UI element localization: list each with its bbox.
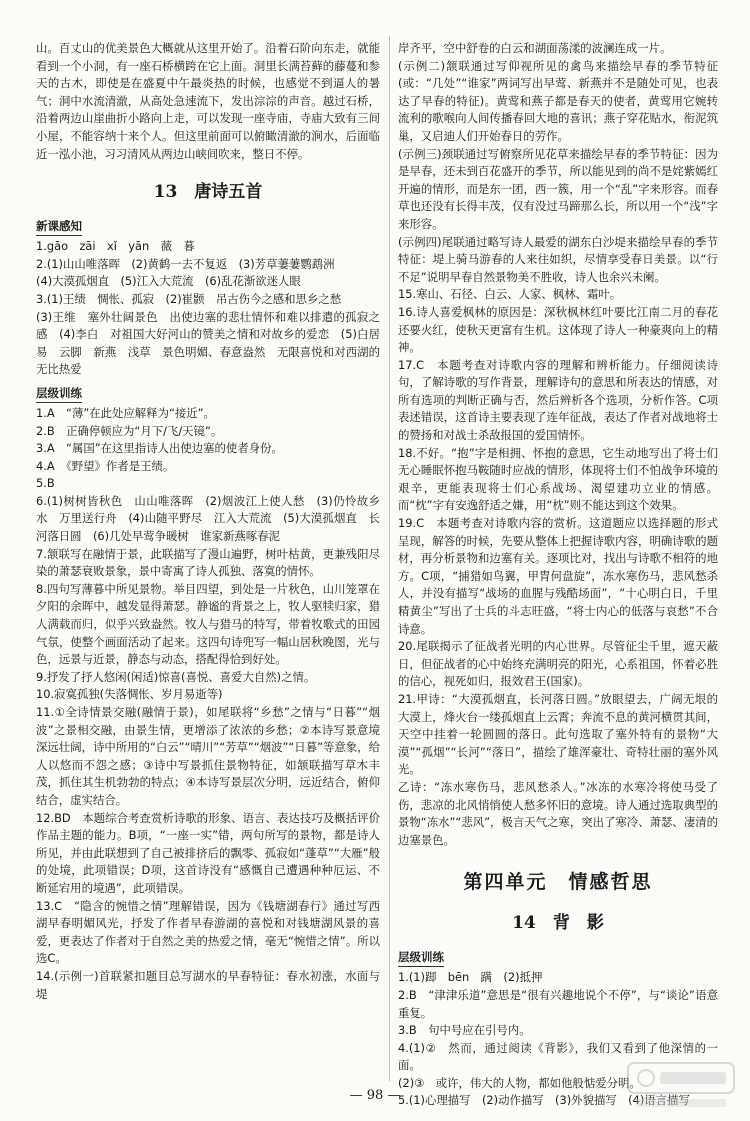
answer-item: 2.B “津津乐道”意思是“很有兴趣地说个不停”，与“谈论”语意重复。 <box>398 987 718 1020</box>
new-item: (3)王维 塞外壮阔景色 出使边塞的悲壮情怀和难以排遣的孤寂之感 (4)李白 对祖国大好河山的赞美之情和对故乡的爱恋 (5)白居易 云脚 新燕 浅草 景色明媚、春意盎然 无限喜悦和对西湖的无比热爱 <box>36 309 380 377</box>
answer-item: 乙诗：“冻水寒伤马，悲风愁杀人。”冰冻的水寒冷将使马受了伤，悲凉的北风悄悄使人愁多怀旧的意境。诗人通过选取典型的景物“冻水”“悲风”，极言天气之寒，突出了寒冷、萧瑟、凄清的边塞景色。 <box>398 779 718 847</box>
answer-item: 17.C 本题考查对诗歌内容的理解和辨析能力。仔细阅读诗句，了解诗歌的写作背景，理解诗句的意思和所表达的情感，对所有选项的判断正确与否，然后辨析各个选项，分析作答。C项表述错误，这首诗主要表现了连年征战，表达了作者对战地将士的赞扬和对战士杀敌报国的爱国情怀。 <box>398 357 718 443</box>
intro-paragraph: 山。百丈山的优美景色大概就从这里开始了。沿着石阶向东走，就能看到一个小洞，有一座石桥横跨在它上面。洞里长满苔藓的藤蔓和参天的古木，即使是在盛夏中午最炎热的时候，也感觉不到逼人的暑气；洞中水流清澈，从高处急速流下，发出淙淙的声音。越过石桥，沿着两边山崖曲折小路向上走，可以发现一座寺庙，寺庙大致有三间小屋，不能容纳十来个人。但这里前面可以俯瞰清澈的涧水，后面临近一泓小池，习习清风从两边山峡间吹来，整日不停。 <box>36 41 380 161</box>
answer-item: 19.C 本题考查对诗歌内容的赏析。这道题应以选择题的形式呈现，解答的时候，先要从整体上把握诗歌内容，明确诗歌的题材，再分析景物和边塞有关。逐项比对，找出与诗歌不相符的地方。C项，“捕猎如鸟翼，甲胄何盘旋”，冻水寒伤马，悲风愁杀人，并没有描写“战场的血腥与残酷场面”，“十心明白日，千里精黄尘”写出了士兵的斗志旺盛，“将士内心的低落与哀愁”不合诗意。 <box>398 516 718 636</box>
answer-item: 15.寒山、石径、白云、人家、枫林、霜叶。 <box>398 287 622 302</box>
section-new-label: 新课感知 <box>36 218 82 236</box>
answer-item: 1.A “薄”在此处应解释为“接近”。 <box>36 405 215 420</box>
new-item: (4)大漠孤烟直 (5)江入大荒流 (6)乱花渐欲迷人眼 <box>36 274 301 289</box>
answer-item: 5.(1)心理描写 (2)动作描写 (3)外貌描写 (4)语言描写 <box>398 1093 690 1108</box>
answer-item: 12.BD 本题综合考查赏析诗歌的形象、语言、表达技巧及概括评价作品主题的能力。B项，“一座一实”错，两句所写的景物，都是诗人所见，并由此联想到了自己被排挤后的飘零、孤寂如“蓬草”“大雁”般的处境，此项错误；D项，这首诗没有“感慨自己遭遇种种厄运、不断延宕用的境遇”，此项错误。 <box>36 810 380 895</box>
answer-item: 4.A 《野望》作者是王绩。 <box>36 458 175 473</box>
answer-item: 20.尾联揭示了征战者光明的内心世界。尽管征尘千里，遮天蔽日，但征战者的心中始终充满明亮的阳光，心系祖国，怀着必胜的信心，视死如归，报效君王(国家)。 <box>398 639 718 689</box>
answer-item: (示例四)尾联通过略写诗人最爱的湖东白沙堤来描绘早春的季节特征：堤上骑马游春的人来往如织，尽情享受春日美景。以“行不足”说明早春自然景物美不胜收，诗人也余兴未阑。 <box>398 234 718 284</box>
answer-item: 3.B 句中号应在引号内。 <box>398 1023 531 1038</box>
answer-item: (示例二)颔联通过写仰视所见的禽鸟来描绘早春的季节特征(或：“几处”“谁家”两词写出早莺、新燕并不是随处可见，也表达了早春的特征)。黄莺和燕子都是春天的使者，黄莺用它婉转流利的歌喉向人间传播春回大地的喜讯；燕子穿花贴水，衔泥筑巢，又启迪人们开始春日的劳作。 <box>398 58 718 143</box>
left-column <box>36 40 380 1003</box>
lesson-14-title: 14 背 影 <box>512 913 604 934</box>
answer-item: 7.颔联写在融情于景，此联描写了漫山遍野，树叶枯黄，更兼残阳尽染的萧瑟衰败景象，景中寄寓了诗人孤独、落寞的情怀。 <box>36 546 380 579</box>
section-layer-label: 层级训练 <box>36 385 82 403</box>
answer-item: 4.(1)② 然而，通过阅读《背影》，我们又看到了他深情的一面。 <box>398 1040 718 1073</box>
answer-item: 3.A “属国”在这里指诗人出使边塞的使者身份。 <box>36 441 283 456</box>
answer-item: (2)③ 或许，伟大的人物，都如他般惦爱分明。 <box>398 1075 641 1090</box>
section-layer-label: 层级训练 <box>398 949 444 967</box>
answer-item: 1.(1)踋 bēn 蹒 (2)抵押 <box>398 970 543 985</box>
page-number: — 98 — <box>349 1088 401 1103</box>
lesson-13-title: 13 唐诗五首 <box>153 182 263 203</box>
answer-item: 8.四句写薄暮中所见景物。举目四望，到处是一片秋色，山川笼罩在夕阳的余晖中，越发显得萧瑟。静谧的背景之上，牧人驱犊归家，猎人满载而归，似乎兴致盎然。牧人与猎马的特写，带着牧歌式的田园气氛，使整个画面活动了起来。这四句诗兜写一幅山居秋晚图，光与色，远景与近景，静态与动态，搭配得恰到好处。 <box>36 581 380 667</box>
watermark-logo <box>626 1061 736 1111</box>
answer-item: 6.(1)树树皆秋色 山山唯落晖 (2)烟波江上使人愁 (3)仍怜故乡水 万里送行舟 (4)山随平野尽 江入大荒流 (5)大漠孤烟直 长河落日圆 (6)几处早莺争暖树 谁家新燕啄春泥 <box>36 493 380 544</box>
answer-item: 21.甲诗：“大漠孤烟直，长河落日圆。”放眼望去，广阔无垠的大漠上，烽火台一缕孤烟直上云霄；奔流不息的黄河横贯其间，天空中挂着一轮圆圆的落日。此句选取了塞外特有的景物“大漠”“孤烟”“长河”“落日”，描绘了雄浑豪壮、奇特壮丽的塞外风光。 <box>398 691 718 777</box>
answer-item: 18.不好。“抱”字是相拥、怀抱的意思，它生动地写出了将士们无心睡眠怀抱马鞍随时应战的情形，体现将士们不怕战争环境的艰辛，更能表现将士们心系战场、渴望建功立业的情感。而“枕”字有安逸舒适之嫌，用“枕”则不能达到这个效果。 <box>398 445 718 513</box>
answer-item: 16.诗人喜爱枫林的原因是：深秋枫林红叶要比江南二月的春花还要火红，使秋天更富有生机。这体现了诗人一种豪爽向上的精神。 <box>398 304 718 355</box>
new-item: 3.(1)王绩 惆怅、孤寂 (2)崔颢 吊古伤今之感和思乡之愁 <box>36 291 342 306</box>
answer-item: 10.寂寞孤独(失落惆怅、岁月易逝等) <box>36 687 223 702</box>
new-item: 1.gāo zāi xǐ yān 薇 暮 <box>36 239 195 254</box>
column-divider <box>389 36 390 1081</box>
answer-item: 9.抒发了抒人悠闲(闲适)惊喜(喜悦、喜爱大自然)之情。 <box>36 669 316 684</box>
answer-item: 14.(示例一)首联紧扣题目总写湖水的早春特征：春水初涨，水面与堤 <box>36 968 380 1001</box>
right-column <box>398 40 718 1110</box>
new-item: 2.(1)山山唯落晖 (2)黄鹤一去不复返 (3)芳草萋萋鹦鹉洲 <box>36 256 335 271</box>
answer-item: 2.B 正确停顿应为“月下/飞/天镜”。 <box>36 423 223 438</box>
answer-item: 11.①全诗情景交融(融情于景)，如尾联将“乡愁”之情与“日暮”“烟波”之景相交融，由景生情，更增添了浓浓的乡愁；②本诗写景意境深远壮阔，诗中所用的“白云”“晴川”“芳草”“烟波”“日暮”等意象，给人以悠而不怨之感；③诗中写景抓住景物特征，如颔联描写草木丰茂，抓住其生机勃勃的特点；④本诗写景层次分明，远近结合，俯仰结合，虚实结合。 <box>36 705 380 807</box>
answer-item: 13.C “隐含的惋惜之情”理解错误，因为《钱塘湖春行》通过写西湖早春明媚风光，抒发了作者早春游湖的喜悦和对钱塘湖风景的喜爱，更表达了作者对于自然之美的热爱之情，毫无“惋惜之情”。所以选C。 <box>36 898 380 966</box>
answer-item: 岸齐平，空中舒卷的白云和湖面荡漾的波澜连成一片。 <box>398 41 672 55</box>
unit-4-title: 第四单元 情感哲思 <box>463 871 653 894</box>
answer-item: (示例三)颈联通过写俯察所见花草来描绘早春的季节特征：因为是早春，还未到百花盛开的季节，所以能见到的尚不是姹紫嫣红开遍的情形，而是东一团，西一簇，用一个“乱”字来形容。而春草也还没有长得丰茂，仅有没过马蹄那么长，所以用一个“浅”字来形容。 <box>398 146 718 231</box>
answer-item: 5.B <box>36 476 55 491</box>
